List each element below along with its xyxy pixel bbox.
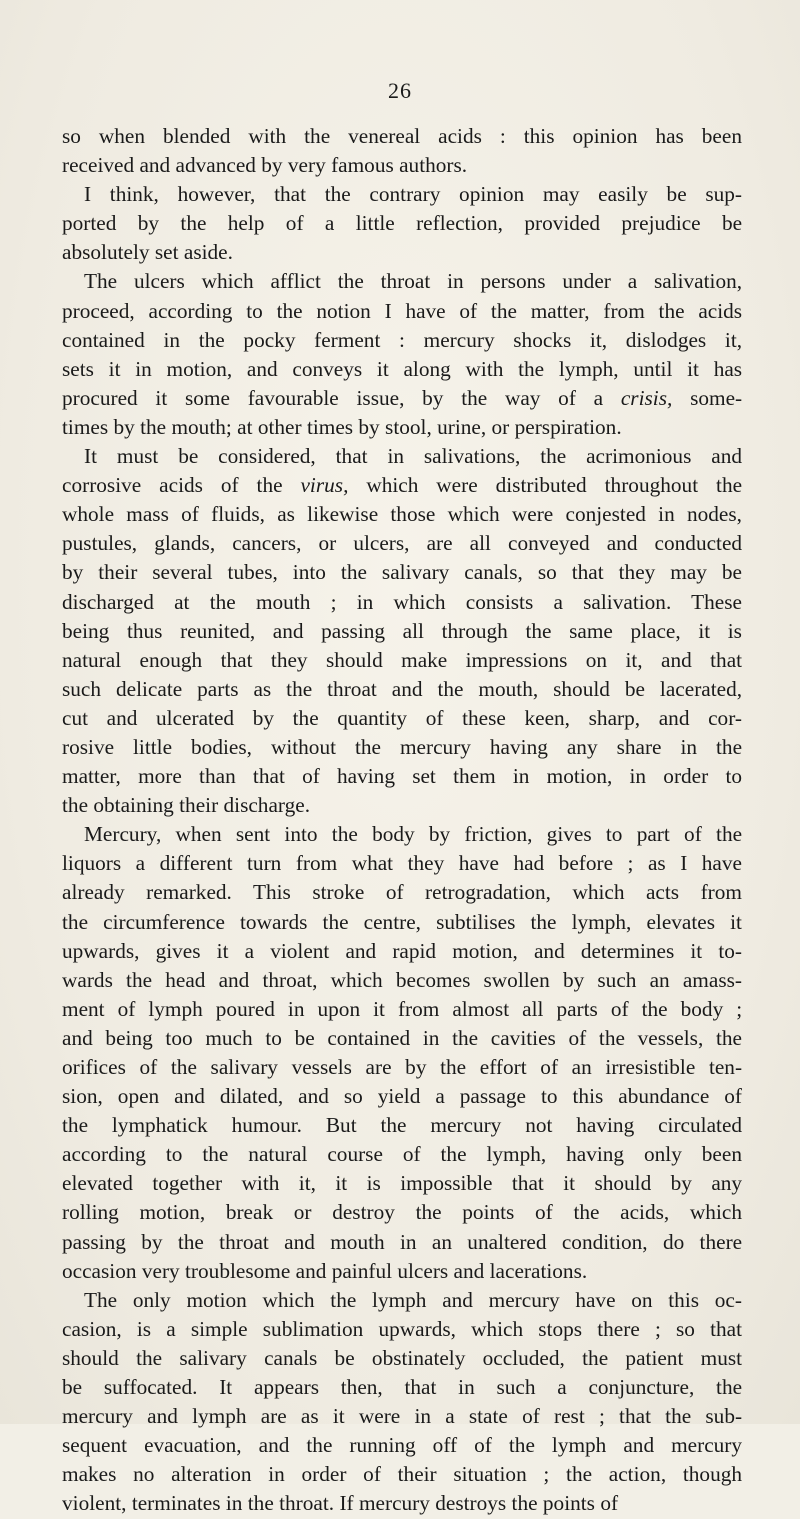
text-line: by their several tubes, into the salivary canals, so that they may be <box>62 560 743 585</box>
text-line: the lymphatick humour. But the mercury not having circulated <box>62 1113 743 1138</box>
text-line: wards the head and throat, which becomes swollen by such an amass- <box>62 967 742 992</box>
text-line: occasion very troublesome and painful ulcers and lacerations. <box>62 1258 588 1283</box>
text-line: Mercury, when sent into the body by friction, gives to part of the <box>84 822 743 847</box>
text-line: natural enough that they should make impressions on it, and that <box>62 647 743 672</box>
text-line: sets it in motion, and conveys it along with the lymph, until it has <box>62 356 743 381</box>
text-line: corrosive acids of the virus, which were distributed throughout the <box>62 473 743 498</box>
text-line: received and advanced by very famous authors. <box>62 153 468 178</box>
text-line: pustules, glands, cancers, or ulcers, are all conveyed and conducted <box>62 531 743 556</box>
text-line: being thus reunited, and passing all through the same place, it is <box>62 618 742 643</box>
text-line: The ulcers which afflict the throat in persons under a salivation, <box>84 269 743 294</box>
text-line: absolutely set aside. <box>62 240 233 265</box>
text-line: makes no alteration in order of their situation ; the action, though <box>62 1462 743 1487</box>
paragraph <box>62 122 742 180</box>
text-line: times by the mouth; at other times by stool, urine, or perspiration. <box>62 414 622 439</box>
body-text <box>62 122 742 1519</box>
text-line: the circumference towards the centre, subtilises the lymph, elevates it <box>62 909 742 934</box>
text-line: orifices of the salivary vessels are by the effort of an irresistible ten- <box>62 1055 743 1079</box>
text-line: should the salivary canals be obstinately occluded, the patient must <box>62 1345 743 1370</box>
text-line: ment of lymph poured in upon it from almost all parts of the body ; <box>62 996 743 1021</box>
text-line: already remarked. This stroke of retrogradation, which acts from <box>62 880 742 905</box>
text-line: passing by the throat and mouth in an unaltered condition, do there <box>62 1229 743 1254</box>
text-line: violent, terminates in the throat. If mercury destroys the points of <box>62 1491 619 1516</box>
text-line: contained in the pocky ferment : mercury shocks it, dislodges it, <box>62 327 743 352</box>
text-line: sequent evacuation, and the running off of the lymph and mercury <box>62 1433 743 1458</box>
text-line: ported by the help of a little reflection, provided prejudice be <box>62 211 743 236</box>
text-line: the obtaining their discharge. <box>62 793 311 818</box>
text-line: rolling motion, break or destroy the points of the acids, which <box>62 1200 742 1225</box>
text-line: so when blended with the venereal acids : this opinion has been <box>62 124 742 148</box>
text-line: discharged at the mouth ; in which consists a salivation. These <box>62 589 742 614</box>
text-line: The only motion which the lymph and mercury have on this oc- <box>84 1287 742 1312</box>
text-line: sion, open and dilated, and so yield a passage to this abundance of <box>62 1084 743 1109</box>
text-line: proceed, according to the notion I have of the matter, from the acids <box>62 298 743 323</box>
paragraph <box>62 267 742 442</box>
page-number: 26 <box>388 78 412 103</box>
text-line: cut and ulcerated by the quantity of these keen, sharp, and cor- <box>62 705 742 730</box>
paragraph <box>62 180 742 267</box>
text-line: upwards, gives it a violent and rapid motion, and determines it to- <box>62 938 742 963</box>
text-line: and being too much to be contained in the cavities of the vessels, the <box>62 1025 742 1050</box>
text-line: whole mass of fluids, as likewise those which were conjested in nodes, <box>62 502 742 527</box>
text-line: liquors a different turn from what they have had before ; as I have <box>62 851 742 876</box>
text-line: I think, however, that the contrary opinion may easily be sup- <box>84 182 743 207</box>
text-line: elevated together with it, it is impossible that it should by any <box>62 1171 743 1196</box>
text-line: such delicate parts as the throat and the mouth, should be lacerated, <box>62 676 743 701</box>
text-line: be suffocated. It appears then, that in such a conjuncture, the <box>62 1375 743 1400</box>
text-line: rosive little bodies, without the mercury having any share in the <box>62 734 743 759</box>
paragraph <box>62 442 742 820</box>
text-line: procured it some favourable issue, by the way of a crisis, some- <box>62 385 743 410</box>
text-line: casion, is a simple sublimation upwards, which stops there ; so that <box>62 1316 743 1341</box>
paragraph <box>62 820 742 1286</box>
text-line: It must be considered, that in salivations, the acrimonious and <box>84 444 742 469</box>
text-line: according to the natural course of the lymph, having only been <box>62 1142 742 1167</box>
paragraph <box>62 1286 742 1519</box>
text-line: matter, more than that of having set them in motion, in order to <box>62 764 743 789</box>
text-line: mercury and lymph are as it were in a state of rest ; that the sub- <box>62 1404 743 1429</box>
